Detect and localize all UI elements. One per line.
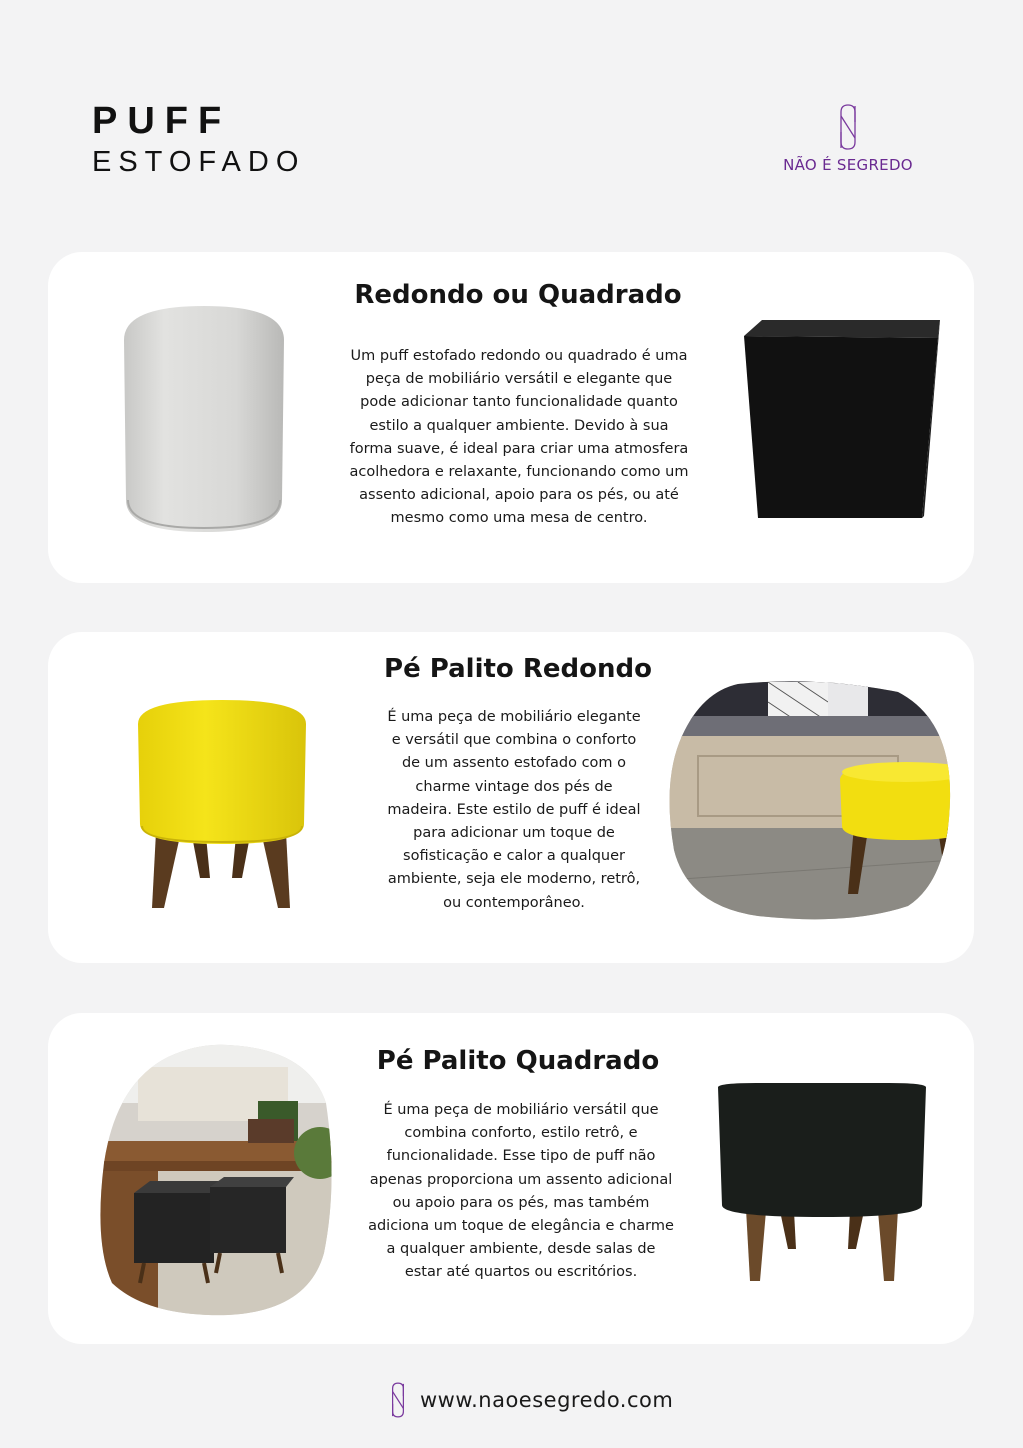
card-title: Redondo ou Quadrado (354, 280, 682, 310)
page-subtitle: ESTOFADO (92, 146, 306, 178)
card-title: Pé Palito Quadrado (376, 1046, 660, 1076)
black-square-puffs-room-photo (98, 1043, 334, 1319)
brand-logo-icon (388, 1380, 408, 1420)
card-redondo-quadrado (48, 252, 974, 583)
footer (388, 1378, 673, 1422)
black-square-palito-puff-image (716, 1081, 928, 1287)
card-description: Um puff estofado redondo ou quadrado é uma peça de mobiliário versátil e elegante que pode adicionar tanto funcionalidade quanto estilo a qualquer ambiente. Devido à sua forma suave, é ideal para criar uma atmosfera acolhedora e relaxante, funcionando como um assento adicional, apoio para os pés, ou até mesmo como uma mesa de centro. (349, 348, 689, 527)
black-square-puff-image (742, 318, 942, 522)
card-description: É uma peça de mobiliário elegante e versátil que combina o conforto de um assento estofado com o charme vintage dos pés de madeira. Este estilo de puff é ideal para adicionar um toque de sofisticação e calor a qualquer ambiente, seja ele moderno, retrô, ou contemporâneo. (387, 709, 641, 911)
page-title: PUFF (92, 100, 232, 142)
yellow-puff-room-photo (668, 680, 954, 922)
card-pe-palito-quadrado (48, 1013, 974, 1344)
card-description: É uma peça de mobiliário versátil que combina conforto, estilo retrô, e funcionalidade. Esse tipo de puff não apenas proporciona um assento adicional ou apoio para os pés, mas também adiciona um toque de elegância e charme a qualquer ambiente, desde salas de estar até quartos ou escritórios. (368, 1102, 674, 1281)
website-link[interactable]: www.naoesegredo.com (420, 1388, 674, 1412)
brand-name: NÃO É SEGREDO (783, 156, 913, 174)
card-pe-palito-redondo (48, 632, 974, 963)
card-title: Pé Palito Redondo (384, 654, 652, 684)
yellow-round-puff-image (134, 694, 310, 912)
brand-logo-icon (835, 102, 861, 152)
brand-logo (760, 102, 936, 174)
grey-round-puff-image (116, 300, 292, 540)
